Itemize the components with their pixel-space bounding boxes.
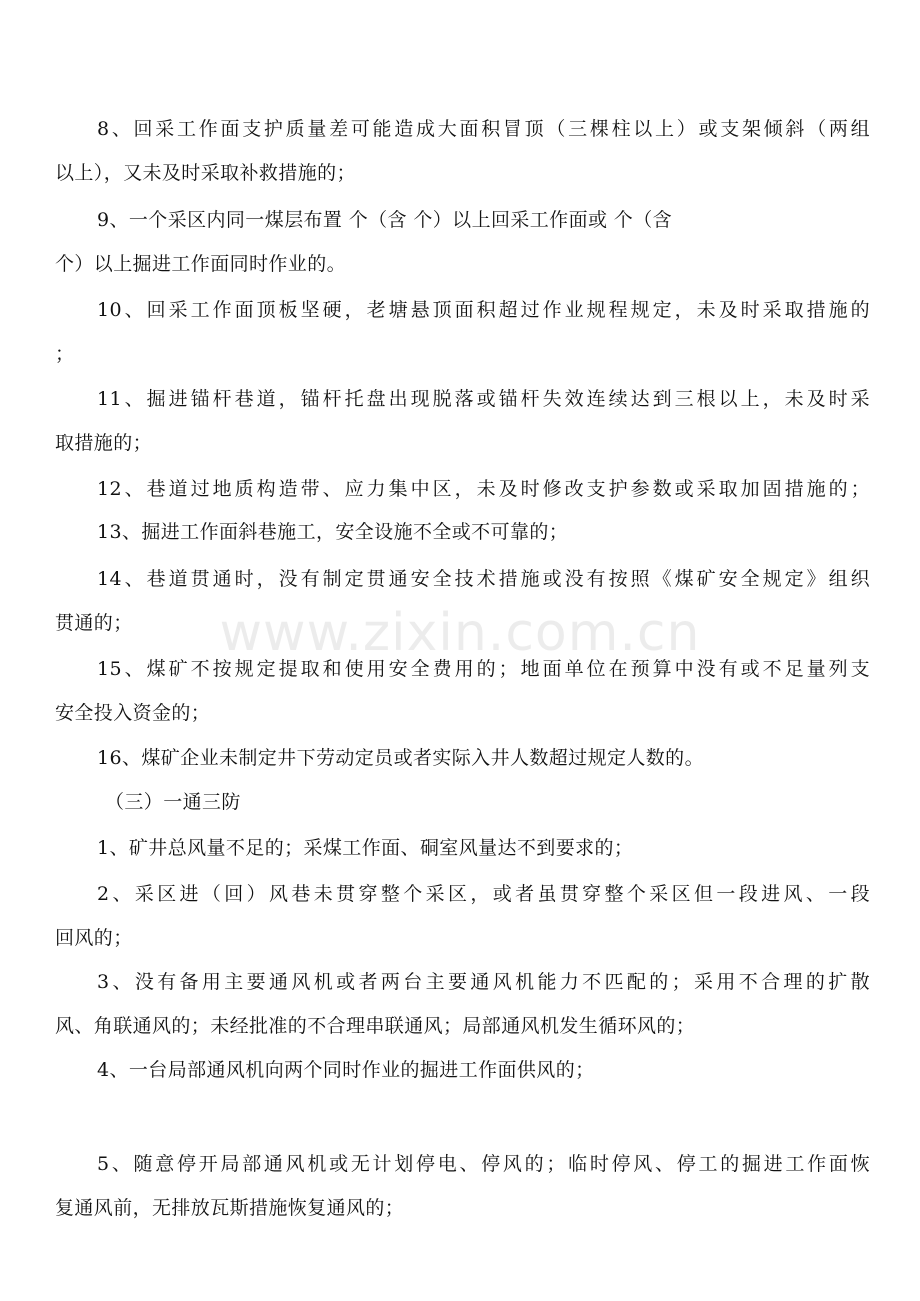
- item-10-line-2: ；: [55, 343, 75, 365]
- item-9-line-2: 个）以上掘进工作面同时作业的。: [55, 253, 347, 275]
- item-8-line-1: 8、回采工作面支护质量差可能造成大面积冒顶（三棵柱以上）或支架倾斜（两组: [97, 118, 870, 140]
- item-13-line-1: 13、掘进工作面斜巷施工，安全设施不全或不可靠的；: [97, 521, 569, 543]
- item-11-line-2: 取措施的；: [55, 432, 153, 454]
- vent-item-2-line-2: 回风的；: [55, 927, 133, 949]
- item-10-line-1: 10、回采工作面顶板坚硬，老塘悬顶面积超过作业规程规定，未及时采取措施的: [97, 299, 870, 321]
- item-11-line-1: 11、掘进锚杆巷道，锚杆托盘出现脱落或锚杆失效连续达到三根以上，未及时采: [97, 388, 870, 410]
- item-15-line-1: 15、煤矿不按规定提取和使用安全费用的；地面单位在预算中没有或不足量列支: [97, 658, 870, 680]
- item-8-line-2: 以上），又未及时采取补救措施的；: [55, 162, 356, 184]
- vent-item-1-line-1: 1、矿井总风量不足的；采煤工作面、硐室风量达不到要求的；: [97, 837, 634, 859]
- item-9-line-1: 9、一个采区内同一煤层布置 个（含 个）以上回采工作面或 个（含: [97, 209, 673, 231]
- item-15-line-2: 安全投入资金的；: [55, 702, 211, 724]
- vent-item-3-line-2: 风、角联通风的；未经批准的不合理串联通风；局部通风机发生循环风的；: [55, 1015, 696, 1037]
- section-heading: （三）一通三防: [105, 791, 241, 813]
- vent-item-2-line-1: 2、采区进（回）风巷未贯穿整个采区，或者虽贯穿整个采区但一段进风、一段: [97, 883, 870, 905]
- vent-item-5-line-2: 复通风前，无排放瓦斯措施恢复通风的；: [55, 1197, 405, 1219]
- item-14-line-2: 贯通的；: [55, 612, 133, 634]
- vent-item-3-line-1: 3、没有备用主要通风机或者两台主要通风机能力不匹配的；采用不合理的扩散: [97, 971, 870, 993]
- vent-item-4-line-1: 4、一台局部通风机向两个同时作业的掘进工作面供风的；: [97, 1059, 595, 1081]
- vent-item-5-line-1: 5、随意停开局部通风机或无计划停电、停风的；临时停风、停工的掘进工作面恢: [97, 1153, 870, 1175]
- item-12-line-1: 12、巷道过地质构造带、应力集中区，未及时修改支护参数或采取加固措施的；: [97, 478, 870, 500]
- watermark: www.zixin.com.cn: [219, 603, 701, 663]
- item-14-line-1: 14、巷道贯通时，没有制定贯通安全技术措施或没有按照《煤矿安全规定》组织: [97, 568, 870, 590]
- item-16-line-1: 16、煤矿企业未制定井下劳动定员或者实际入井人数超过规定人数的。: [97, 747, 704, 769]
